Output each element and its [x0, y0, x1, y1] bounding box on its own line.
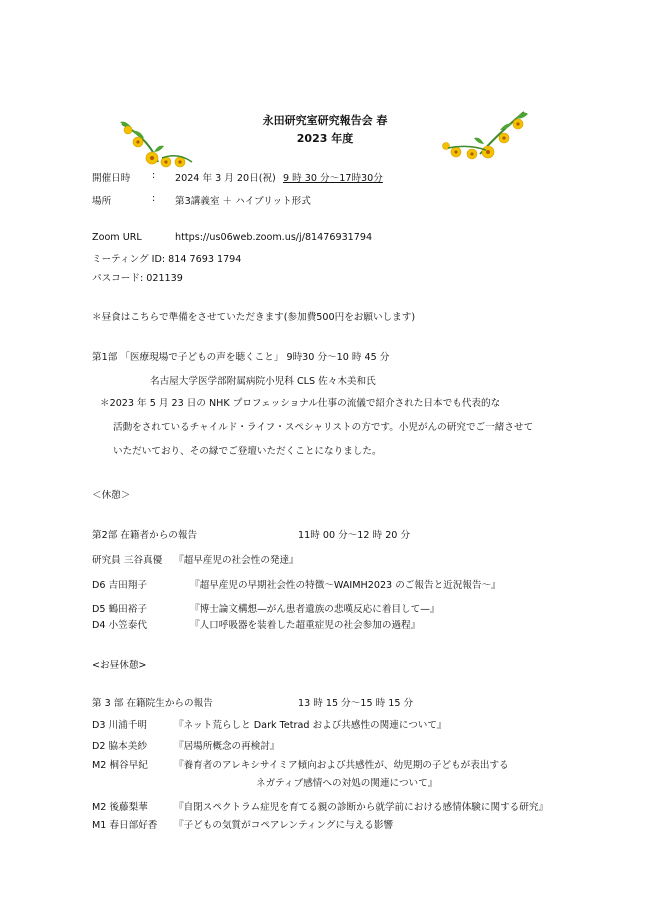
part3-row-title-cont: ネガティブ感情への対処の関連について』: [256, 778, 438, 789]
part3-row-who: M1 春日部好香: [92, 820, 158, 831]
part3-row-who: M2 後藤梨華: [92, 802, 148, 813]
part3-row-who: D3 川浦千明: [92, 720, 147, 731]
part2-row-title: 『人口呼吸器を装着した超重症児の社会参加の過程』: [190, 620, 421, 631]
break-label: ＜休憩＞: [92, 490, 131, 501]
part2-row-who: D5 鶴田裕子: [92, 604, 147, 615]
lunch-break-label: <お昼休憩>: [92, 660, 147, 671]
date-label: 開催日時: [92, 173, 131, 184]
place-label: 場所: [92, 196, 112, 207]
part2-time: 11時 00 分～12 時 20 分: [298, 530, 411, 541]
part3-row-title: 『子どもの気質がコペアレンティングに与える影響: [174, 820, 394, 831]
zoom-url[interactable]: https://us06web.zoom.us/j/81476931794: [175, 232, 373, 243]
part1-note-line3: いただいており、その縁でご登壇いただくことになりました。: [113, 446, 382, 457]
part1-heading: 第1部 「医療現場で子どもの声を聴くこと」 9時30 分～10 時 45 分: [92, 352, 390, 363]
part2-heading: 第2部 在籍者からの報告: [92, 530, 198, 541]
part3-time: 13 時 15 分～15 時 15 分: [298, 698, 414, 709]
part3-row-title: 『自閉スペクトラム症児を育てる親の診断から就学前における感情体験に関する研究』: [174, 802, 549, 813]
part3-row-who: D2 脇本美紗: [92, 741, 147, 752]
lunch-note: ＊昼食はこちらで準備をさせていただきます(参加費500円をお願いします): [92, 312, 416, 323]
time-value: 9 時 30 分～17時30分: [283, 173, 383, 184]
passcode: パスコード: 021139: [92, 273, 183, 284]
part3-row-title: 『居場所概念の再検討』: [174, 741, 280, 752]
part2-row-who: 研究員 三谷真優: [92, 555, 163, 566]
part2-row-who: D4 小笠泰代: [92, 620, 147, 631]
date-colon: :: [152, 170, 156, 181]
part3-heading: 第 3 部 在籍院生からの報告: [92, 698, 213, 709]
part2-row-who: D6 吉田翔子: [92, 580, 147, 591]
part1-speaker: 名古屋大学医学部附属病院小児科 CLS 佐々木美和氏: [150, 376, 376, 387]
document-title: 永田研究室研究報告会 春: [262, 114, 388, 127]
meeting-id: ミーティング ID: 814 7693 1794: [92, 254, 242, 265]
part2-row-title: 『超早産児の早期社会性の特徴～WAIMH2023 のご報告と近況報告～』: [190, 580, 501, 591]
place-value: 第3講義室 ＋ ハイブリット形式: [175, 196, 311, 207]
part2-row-title: 『超早産児の社会性の発達』: [174, 555, 299, 566]
part1-note-line2: 活動をされているチャイルド・ライフ・スペシャリストの方です。小児がんの研究でご一緒させて: [113, 422, 534, 433]
part1-note-line1: ＊2023 年 5 月 23 日の NHK プロフェッショナル仕事の流儀で紹介された日本でも代表的な: [100, 398, 501, 409]
place-colon: :: [152, 193, 156, 204]
part3-row-title: 『ネット荒らしと Dark Tetrad および共感性の関連について』: [174, 720, 447, 731]
document-year: 2023 年度: [296, 132, 354, 145]
zoom-label: Zoom URL: [92, 232, 142, 243]
part3-row-who: M2 桐谷早紀: [92, 760, 148, 771]
part2-row-title: 『博士論文構想—がん患者遺族の悲嘆反応に着目して—』: [190, 604, 440, 615]
date-value: 2024 年 3 月 20日(祝): [175, 173, 276, 184]
part3-row-title: 『養育者のアレキシサイミア傾向および共感性が、幼児期の子どもが表出する: [174, 760, 509, 771]
